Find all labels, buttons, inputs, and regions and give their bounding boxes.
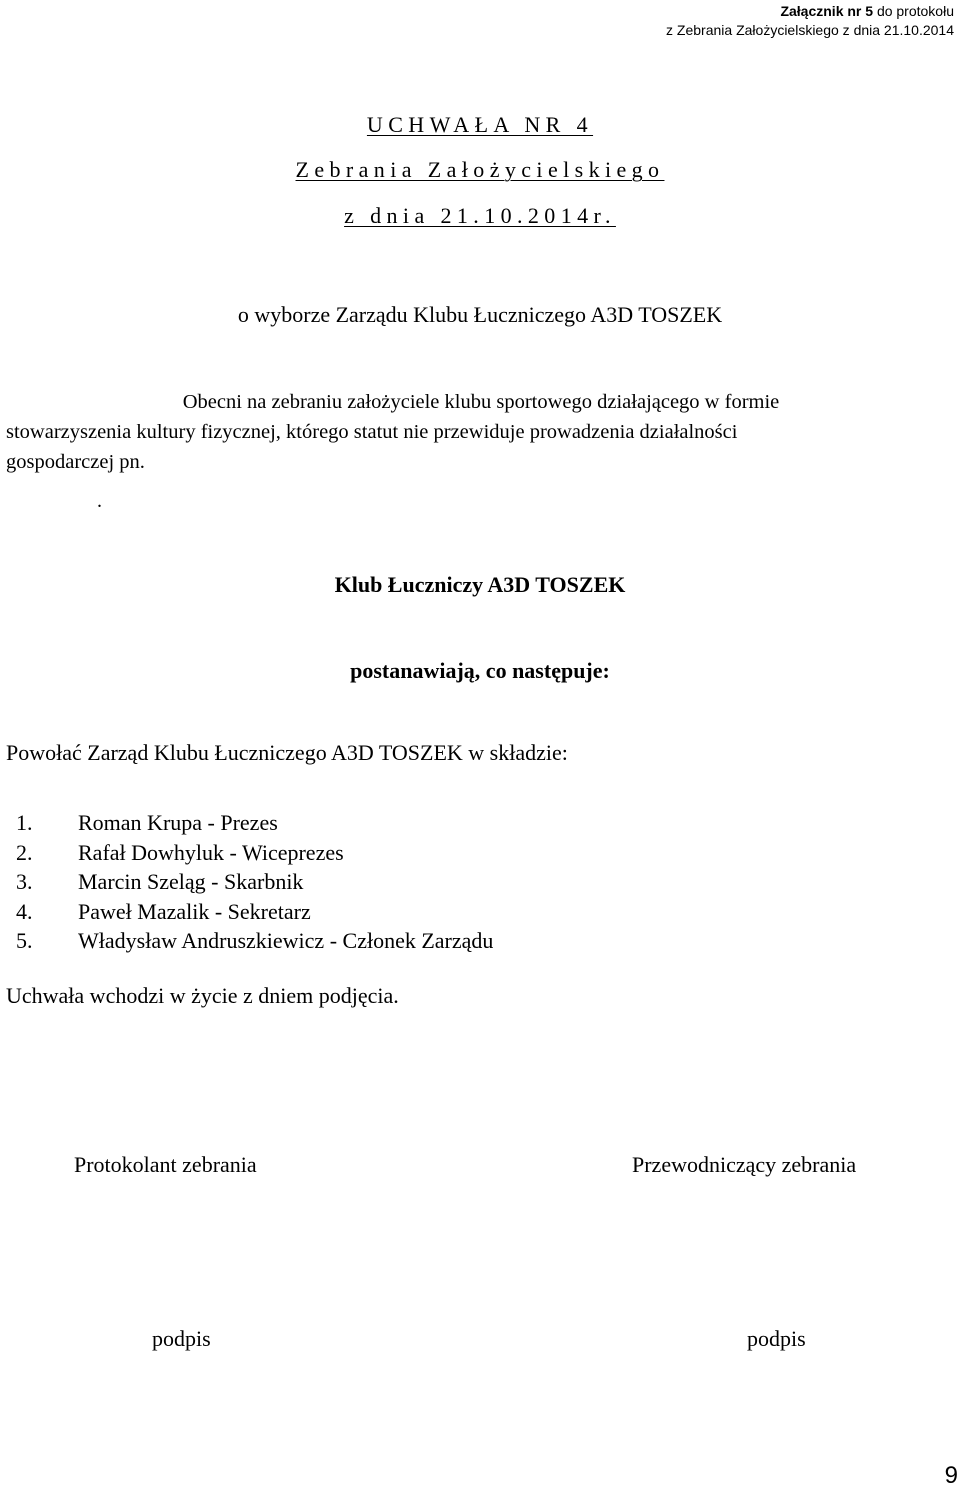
recorder-signature: podpis [152, 1326, 211, 1351]
chairman-signature: podpis [747, 1326, 806, 1351]
resolution-title: UCHWAŁA NR 4 [366, 112, 594, 137]
intro-line-2: stowarzyszenia kultury fizycznej, którego statut nie przewiduje prowadzenia działalności [6, 421, 738, 443]
club-name: Klub Łuczniczy A3D TOSZEK [334, 572, 626, 597]
annex-label: Załącznik nr 5 [780, 3, 874, 19]
list-item: 2. Rafał Dowhyluk - Wiceprezes [16, 839, 344, 865]
intro-paragraph [6, 387, 956, 477]
resolution-subject: o wyborze Zarządu Klubu Łuczniczego A3D TOSZEK [237, 302, 723, 327]
appoint-statement: Powołać Zarząd Klubu Łuczniczego A3D TOSZEK w składzie: [6, 740, 568, 765]
resolve-clause: postanawiają, co następuje: [350, 658, 610, 683]
board-list [6, 808, 493, 956]
intro-line-1: Obecni na zebraniu założyciele klubu sportowego działającego w formie [182, 391, 780, 413]
list-item: 4. Paweł Mazalik - Sekretarz [16, 898, 311, 924]
intro-line-3: gospodarczej pn. [6, 451, 145, 473]
list-item: 5. Władysław Andruszkiewicz - Członek Zarządu [16, 928, 494, 953]
separator-dot: . [97, 490, 102, 512]
effective-clause: Uchwała wchodzi w życie z dniem podjęcia. [6, 983, 399, 1008]
list-item: 3. Marcin Szeląg - Skarbnik [16, 869, 304, 894]
recorder-label: Protokolant zebrania [74, 1152, 257, 1177]
page-number: 9 [944, 1462, 958, 1489]
annex-label-rest: do protokołu [876, 3, 954, 19]
list-item: 1. Roman Krupa - Prezes [16, 810, 278, 835]
meeting-title: Zebrania Założycielskiego [295, 157, 665, 182]
resolution-date: z dnia 21.10.2014r. [344, 203, 616, 228]
annex-meeting-date: z Zebrania Założycielskiego z dnia 21.10.2014 [666, 22, 954, 38]
chairman-label: Przewodniczący zebrania [632, 1152, 857, 1177]
annex-header [666, 2, 954, 40]
